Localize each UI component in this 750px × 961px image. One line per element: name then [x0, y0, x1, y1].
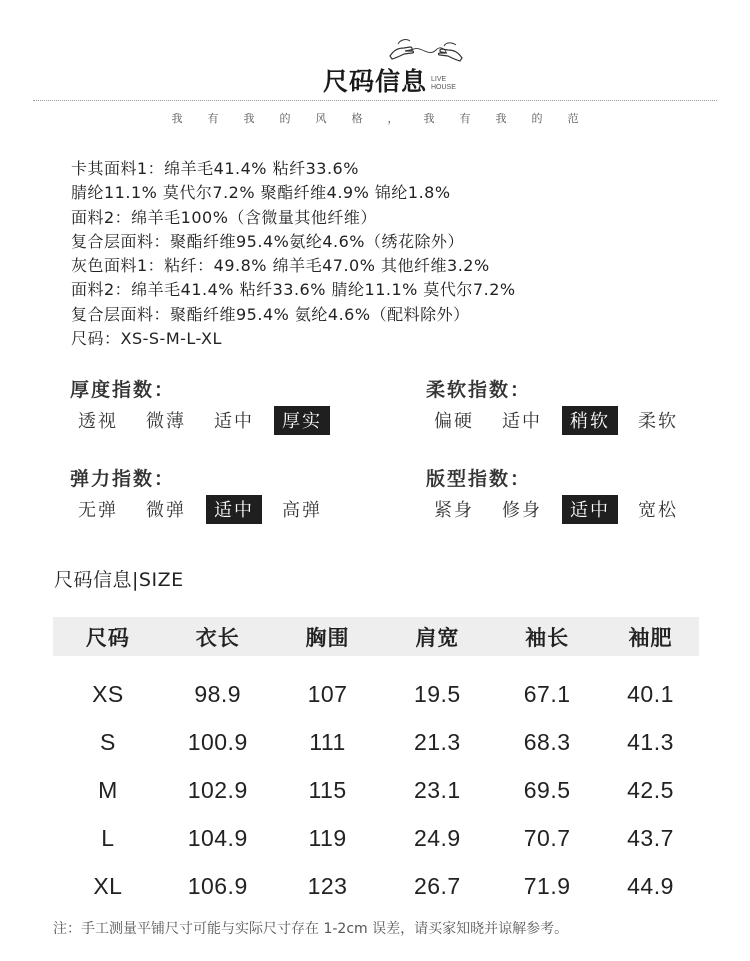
brand-badge-line2: HOUSE: [431, 84, 456, 91]
fit-index: [426, 464, 726, 524]
brand-badge-line1: LIVE: [431, 76, 447, 83]
column-header: 胸围: [273, 617, 383, 656]
fit-option: 宽松: [638, 500, 678, 521]
table-row: [53, 814, 699, 862]
fabric-composition: [71, 157, 711, 351]
thickness-option: 适中: [214, 411, 254, 432]
table-cell: 19.5: [413, 680, 461, 707]
elasticity-option: 无弹: [78, 500, 118, 521]
table-row: [53, 718, 699, 766]
table-cell: 104.9: [187, 824, 248, 851]
elasticity-index: [70, 464, 370, 524]
column-header: 尺码: [53, 617, 163, 656]
table-cell: 106.9: [187, 872, 248, 899]
fabric-line: 腈纶11.1% 莫代尔7.2% 聚酯纤维4.9% 锦纶1.8%: [71, 183, 451, 203]
elasticity-option-selected: 适中: [206, 495, 262, 524]
header-divider: [33, 100, 717, 101]
fabric-line: 复合层面料：聚酯纤维95.4%氨纶4.6%（绣花除外）: [71, 231, 464, 251]
elasticity-options: [70, 495, 370, 524]
elasticity-option: 微弹: [146, 500, 186, 521]
size-range-line: 尺码：XS-S-M-L-XL: [71, 329, 222, 349]
size-table: [53, 617, 699, 910]
elasticity-index-title: 弹力指数：: [70, 468, 176, 490]
thickness-options: [70, 406, 370, 435]
table-cell: 98.9: [194, 680, 242, 707]
measurement-note: 注：手工测量平铺尺寸可能与实际尺寸存在 1-2cm 误差，请买家知晓并谅解参考。: [53, 921, 569, 937]
fabric-line: 面料2：绵羊毛100%（含微量其他纤维）: [71, 207, 377, 227]
table-row: [53, 862, 699, 910]
fit-option: 修身: [502, 500, 542, 521]
table-cell: 68.3: [523, 728, 571, 755]
slogan-text: 我有我的风格，我有我的范: [171, 112, 604, 125]
table-cell: 43.7: [627, 824, 674, 851]
page-header: [0, 34, 750, 104]
spacer-cell: [53, 656, 699, 670]
thickness-index: [70, 375, 370, 435]
thickness-option-selected: 厚实: [274, 406, 330, 435]
softness-option: 柔软: [638, 411, 678, 432]
softness-options: [426, 406, 726, 435]
fit-option-selected: 适中: [562, 495, 618, 524]
column-header: 袖长: [492, 617, 602, 656]
table-cell: L: [101, 824, 115, 851]
table-cell: 100.9: [187, 728, 248, 755]
table-row: [53, 766, 699, 814]
table-cell: 23.1: [413, 776, 461, 803]
thickness-option: 透视: [78, 411, 118, 432]
fabric-line: 卡其面料1：绵羊毛41.4% 粘纤33.6%: [71, 159, 359, 178]
table-cell: 119: [308, 824, 347, 851]
thickness-option: 微薄: [146, 411, 186, 432]
fit-index-title: 版型指数：: [426, 468, 532, 490]
table-cell: 70.7: [523, 824, 571, 851]
softness-option-selected: 稍软: [562, 406, 618, 435]
table-cell: 24.9: [413, 824, 461, 851]
table-cell: 123: [307, 872, 348, 899]
table-cell: 67.1: [523, 680, 571, 707]
table-cell: 40.1: [627, 680, 674, 707]
table-spacer: [53, 656, 699, 670]
elasticity-option: 高弹: [282, 500, 322, 521]
table-cell: 41.3: [627, 728, 674, 755]
table-cell: 71.9: [523, 872, 571, 899]
table-row: [53, 670, 699, 718]
fit-option: 紧身: [434, 500, 474, 521]
table-cell: 102.9: [187, 776, 248, 803]
fabric-line: 灰色面料1：粘纤：49.8% 绵羊毛47.0% 其他纤维3.2%: [71, 256, 490, 276]
column-header: 衣长: [163, 617, 273, 656]
softness-option: 适中: [502, 411, 542, 432]
table-cell: S: [99, 728, 116, 755]
size-section-heading: 尺码信息|SIZE: [54, 569, 184, 591]
fabric-line: 面料2：绵羊毛41.4% 粘纤33.6% 腈纶11.1% 莫代尔7.2%: [71, 280, 516, 300]
table-cell: 107: [307, 680, 348, 707]
table-cell: 111: [309, 728, 346, 755]
table-cell: 42.5: [627, 776, 674, 803]
brand-badge: [431, 76, 456, 92]
table-cell: 69.5: [523, 776, 571, 803]
softness-index: [426, 375, 726, 435]
thickness-index-title: 厚度指数：: [70, 379, 176, 401]
page-title: 尺码信息: [322, 67, 427, 96]
table-cell: XL: [93, 872, 123, 899]
softness-index-title: 柔软指数：: [426, 379, 532, 401]
column-header: 肩宽: [382, 617, 492, 656]
softness-option: 偏硬: [434, 411, 474, 432]
table-cell: 26.7: [413, 872, 461, 899]
fit-options: [426, 495, 726, 524]
table-cell: M: [98, 776, 118, 803]
table-cell: 21.3: [413, 728, 461, 755]
column-header: 袖肥: [602, 617, 699, 656]
table-cell: 44.9: [627, 872, 674, 899]
table-cell: XS: [92, 680, 124, 707]
table-header-row: [53, 617, 699, 656]
table-cell: 115: [308, 776, 347, 803]
fabric-line: 复合层面料：聚酯纤维95.4% 氨纶4.6%（配料除外）: [71, 304, 470, 324]
